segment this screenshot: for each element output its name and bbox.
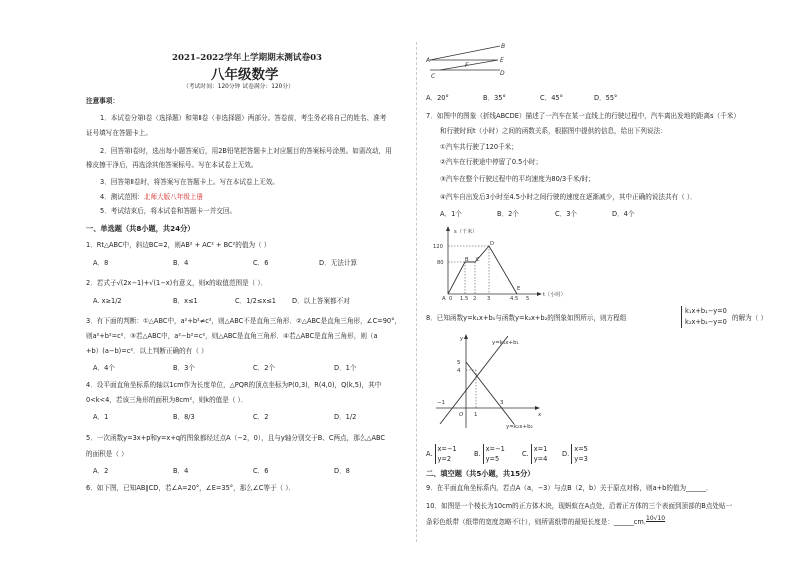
s-axis-arrow bbox=[446, 226, 450, 231]
point-b: B bbox=[465, 257, 469, 263]
s-axis-label: s（千米） bbox=[454, 229, 478, 235]
q8-option-y: y=3 bbox=[574, 455, 588, 463]
question-10-line: 条彩色纸带（纸带的宽度忽略不计），则所需纸带的最短长度是：______cm． bbox=[426, 518, 651, 526]
q6-option: B．35° bbox=[483, 94, 506, 102]
label-b: B bbox=[501, 43, 506, 50]
journey-path bbox=[448, 246, 517, 294]
q4-option: A．1 bbox=[93, 413, 109, 421]
q6-option: D．55° bbox=[594, 94, 618, 102]
question-1: 1．Rt△ABC中，斜边BC=2，则AB² + AC² + BC²的值为（ ） bbox=[86, 241, 271, 249]
section2-title: 二、填空题（共5小题，共15分） bbox=[426, 469, 535, 478]
q5-option: C．6 bbox=[253, 467, 269, 475]
t-axis-arrow bbox=[537, 292, 542, 296]
question-9: 9．在平面直角坐标系内，若点A（a，−3）与点B（2，b）关于原点对称，则a+b的值为______． bbox=[426, 484, 713, 492]
point-a: A bbox=[442, 296, 446, 302]
q2-option: A. x≥1/2 bbox=[93, 297, 122, 305]
q5-option: D．8 bbox=[334, 467, 350, 475]
scope-label: 4．测试范围： bbox=[100, 193, 144, 201]
question-2: 2．若式子√(2x−1)+√(1−x)有意义，则x的取值范围是（ ）． bbox=[86, 279, 268, 287]
question-3-line: +b）(a−b)=c²．以上判断正确的有（ ） bbox=[86, 347, 208, 355]
tick-5: 5 bbox=[526, 296, 530, 302]
question-3-line: 3．有下面的判断：①△ABC中，a²+b²≠c²，则△ABC不是直角三角形．②△ABC是直角三角形，∠C=90°， bbox=[86, 317, 401, 325]
q10-answer: 10√10 bbox=[646, 515, 666, 522]
t-axis-label: t（小时） bbox=[543, 292, 566, 298]
x-label: x bbox=[538, 412, 542, 418]
line-k1 bbox=[440, 336, 508, 424]
q8-option-y: y=2 bbox=[437, 455, 452, 463]
y-label: y bbox=[460, 336, 464, 342]
q8-eq1: k₁x+b₁−y=0 bbox=[685, 307, 727, 315]
exam-info: （考试时间：120分钟 试卷满分：120分） bbox=[183, 84, 294, 90]
subject-title: 八年级数学 bbox=[211, 67, 279, 83]
q7-option: D．4个 bbox=[612, 210, 635, 218]
q1-option: D．无法计算 bbox=[319, 259, 358, 267]
tick-120: 120 bbox=[433, 244, 443, 250]
label-a: A bbox=[426, 57, 431, 64]
note-line: 2．回答第Ⅰ卷时，选出每小题答案后，用2B铅笔把答题卡上对应题目的答案标号涂黑。如需改动，用 bbox=[100, 147, 392, 155]
q8-option-x: x=5 bbox=[574, 445, 588, 453]
q7-statement: ②汽车在行驶途中停留了0.5小时； bbox=[440, 158, 543, 166]
q4-option: C．2 bbox=[253, 413, 269, 421]
question-10-line: 10．如图是一个棱长为10cm的正方体木块，现蚂蚁在A点处，沿着正方体的三个表面到顶部的B点处贴一 bbox=[426, 502, 733, 510]
scope-highlight: 北师大版八年级上册 bbox=[143, 193, 204, 201]
tick-3: 3 bbox=[500, 400, 504, 406]
q8-option-x: x=−1 bbox=[485, 445, 505, 453]
q2-option: C．1/2≤x≤1 bbox=[235, 297, 276, 305]
q8-option-letter: B. bbox=[474, 449, 481, 458]
question-4-line: 4．设平面直角坐标系的轴以1cm作为长度单位，△PQR的顶点坐标为P(0,3)，R(4,0)，Q(k,5)，其中 bbox=[86, 381, 382, 389]
q1-option: C．6 bbox=[253, 259, 269, 267]
q8-option-y: y=5 bbox=[485, 455, 500, 463]
q7-statement: ①汽车共行驶了120千米； bbox=[440, 143, 518, 151]
tick-0: 0 bbox=[449, 296, 453, 302]
tick-2: 2 bbox=[473, 296, 477, 302]
point-d: D bbox=[490, 241, 494, 247]
q3-option: D．1个 bbox=[334, 364, 357, 372]
q5-option: A．2 bbox=[93, 467, 109, 475]
notes-heading: 注意事项： bbox=[86, 97, 119, 105]
exam-title: 2021–2022学年上学期期末测试卷03 bbox=[172, 53, 323, 63]
point-e: E bbox=[517, 286, 521, 292]
note-line: 5．考试结束后，将本试卷和答题卡一并交回。 bbox=[100, 207, 237, 215]
q8-option-x: x=−1 bbox=[437, 445, 457, 453]
section1-title: 一、单选题（共8小题，共24分） bbox=[86, 224, 195, 233]
q1-option: A．8 bbox=[93, 259, 109, 267]
q8-option-brace bbox=[483, 444, 505, 464]
label-f: F bbox=[465, 62, 469, 69]
label-d: D bbox=[500, 70, 505, 77]
q7-statement: ④汽车自出发后3小时至4.5小时之间行驶的速度在逐渐减少，其中正确的说法共有（ ）． bbox=[440, 193, 697, 201]
q8-option-brace bbox=[531, 444, 548, 464]
q8-option-brace bbox=[571, 444, 588, 464]
q4-option: B．8/3 bbox=[173, 413, 195, 421]
note-line: 1．本试卷分第Ⅰ卷（选择题）和第Ⅱ卷（非选择题）两部分。答卷前，考生务必将自己的姓名、准考 bbox=[100, 114, 387, 122]
q7-option: C．3个 bbox=[555, 210, 577, 218]
q2-option: D．以上答案都不对 bbox=[292, 297, 350, 305]
q8-option-b bbox=[474, 444, 505, 464]
line-k1-label: y=k₁x+b₁ bbox=[492, 340, 519, 346]
q8-tail: 的解为（ ） bbox=[732, 314, 768, 322]
two-lines-figure bbox=[432, 332, 562, 432]
note-line: 橡皮擦干净后，再选涂其他答案标号。写在本试卷上无效。 bbox=[86, 161, 258, 169]
q8-option-y: y=4 bbox=[533, 455, 548, 463]
tick-neg1: −1 bbox=[437, 400, 446, 406]
q5-option: B．4 bbox=[173, 467, 189, 475]
line-k2-label: y=k₂x+b₂ bbox=[506, 424, 533, 430]
distance-time-figure bbox=[428, 224, 574, 302]
parallel-lines-figure bbox=[426, 40, 508, 90]
line-ab bbox=[430, 46, 500, 60]
q2-option: B．x≤1 bbox=[173, 297, 198, 305]
q6-option: A．20° bbox=[426, 94, 449, 102]
q8-option-c bbox=[522, 444, 547, 464]
tick-1: 1 bbox=[474, 412, 478, 418]
tick-4: 4 bbox=[457, 368, 461, 374]
q4-option: D．1/2 bbox=[334, 413, 357, 421]
question-5-line: 的面积是（ ） bbox=[86, 450, 128, 458]
q8-eq2: k₂x+b₂−y=0 bbox=[685, 318, 727, 326]
q8-option-letter: A. bbox=[426, 449, 433, 458]
q8-option-letter: D. bbox=[562, 449, 570, 458]
question-6: 6．如下图，已知AB∥CD，若∠A=20°，∠E=35°，那么∠C等于（ ）． bbox=[86, 484, 296, 492]
q3-option: C．2个 bbox=[253, 364, 275, 372]
q7-option: B．2个 bbox=[497, 210, 519, 218]
q8-option-x: x=1 bbox=[533, 445, 548, 453]
label-e: E bbox=[500, 57, 504, 64]
label-c: C bbox=[431, 73, 436, 80]
tick-o: O bbox=[459, 412, 464, 418]
question-7-line: 7．如图中的图象（折线ABCDE）描述了一汽车在某一直线上的行驶过程中，汽车离出发地的距离s（千米） bbox=[426, 112, 740, 120]
q8-option-brace bbox=[435, 444, 457, 464]
q6-option: C．45° bbox=[540, 94, 563, 102]
x-axis-arrow bbox=[535, 406, 540, 410]
question-4-line: 0<k<4，若该三角形的面积为8cm²，则k的值是（ ）． bbox=[86, 396, 248, 404]
q8-system bbox=[681, 306, 727, 328]
note-line: 3．回答第Ⅱ卷时，将答案写在答题卡上。写在本试卷上无效。 bbox=[100, 178, 279, 186]
q3-option: B．3个 bbox=[173, 364, 195, 372]
tick-4-5: 4.5 bbox=[510, 296, 519, 302]
q8-option-d bbox=[562, 444, 588, 464]
point-c: C bbox=[476, 257, 480, 263]
tick-5: 5 bbox=[457, 360, 461, 366]
q3-option: A．4个 bbox=[93, 364, 115, 372]
tick-3: 3 bbox=[487, 296, 491, 302]
note-line: 证号填写在答题卡上。 bbox=[86, 129, 152, 137]
q8-text: 8．已知函数y=k₁x+b₁与函数y=k₂x+b₂的图象如图所示，则方程组 bbox=[426, 314, 627, 322]
line-ec bbox=[440, 60, 498, 70]
note-line bbox=[100, 193, 203, 202]
question-7-line: 和行驶时间t（小时）之间的函数关系，根据图中提供的信息，给出下列说法： bbox=[440, 127, 667, 135]
q8-option-letter: C. bbox=[522, 449, 529, 458]
q1-option: B．4 bbox=[173, 259, 189, 267]
column-divider bbox=[416, 42, 417, 542]
q7-statement: ③汽车在整个行驶过程中的平均速度为80/3千米/时； bbox=[440, 175, 595, 183]
y-axis-arrow bbox=[464, 334, 468, 339]
q8-option-a bbox=[426, 444, 457, 464]
tick-1-5: 1.5 bbox=[460, 296, 469, 302]
question-3-line: 则a²+b²=c²．③若△ABC中，a²−b²=c²，则△ABC是直角三角形．④若△ABC是直角三角形，则（a bbox=[86, 332, 378, 340]
question-5-line: 5．一次函数y=3x+p和y=x+q的图象都经过点A（−2，0），且与y轴分别交于B、C两点，那么△ABC bbox=[86, 434, 386, 442]
question-8 bbox=[426, 314, 626, 323]
tick-80: 80 bbox=[437, 260, 444, 266]
q7-option: A．1个 bbox=[440, 210, 462, 218]
